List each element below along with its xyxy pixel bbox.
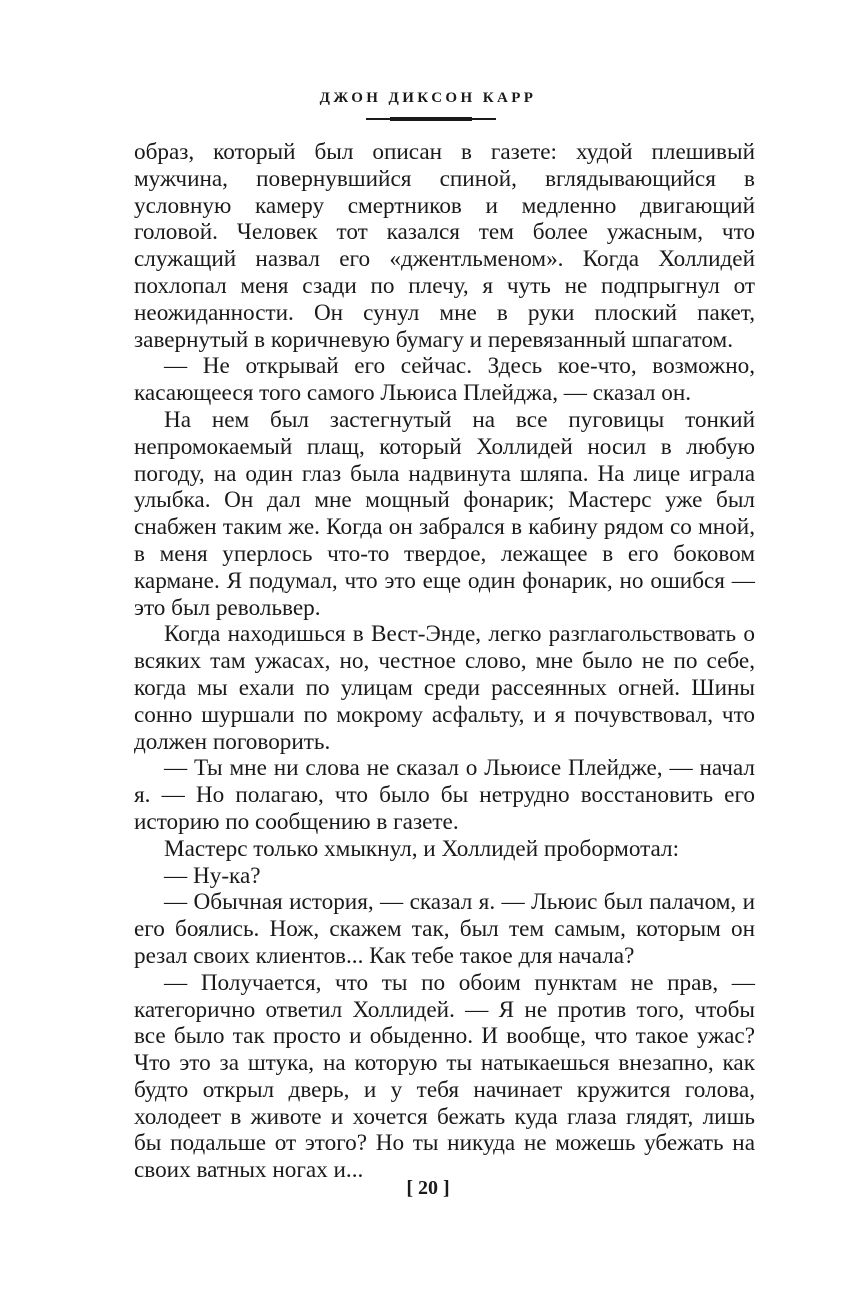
paragraph-3: На нем был застегнутый на все пуговицы тонкий непромокаемый плащ, который Холлидей носил в любую погоду, на один глаз была надвинута шляпа. На лице играла улыбка. Он дал мне мощный фонарик; Мастерс уже был снабжен таким же. Когда он забрался в кабину рядом со мной, в меня уперлось что-то твердое, лежащее в его боковом кармане. Я подумал, что это еще один фонарик, но ошибся — это был револьвер. <box>134 406 755 621</box>
header-rule-accent <box>390 117 472 121</box>
paragraph-2: — Не открывай его сейчас. Здесь кое-что, возможно, касающееся того самого Льюиса Плейджа, — сказал он. <box>134 353 755 407</box>
running-head <box>0 88 856 108</box>
running-title: ДЖОН ДИКСОН КАРР <box>319 90 537 106</box>
header-rule <box>366 118 496 120</box>
page-number: [ 20 ] <box>406 1177 450 1199</box>
paragraph-7: — Ну-ка? <box>164 862 261 889</box>
paragraph-5: — Ты мне ни слова не сказал о Льюисе Плейдже, — начал я. — Но полагаю, что было бы нетрудно восстановить его историю по сообщению в газете. <box>134 755 755 835</box>
paragraph-6: Мастерс только хмыкнул, и Холлидей пробормотал: <box>164 835 680 862</box>
paragraph-4: Когда находишься в Вест-Энде, легко разглагольствовать о всяких там ужасах, но, честное слово, мне было не по себе, когда мы ехали по улицам среди рассеянных огней. Шины сонно шуршали по мокрому асфальту, и я почувствовал, что должен поговорить. <box>134 621 755 755</box>
main-text <box>134 139 755 1184</box>
paragraph-8: — Обычная история, — сказал я. — Льюис был палачом, и его боялись. Нож, скажем так, был тем самым, которым он резал своих клиентов... Как тебе такое для начала? <box>134 889 755 969</box>
paragraph-1: образ, который был описан в газете: худой плешивый мужчина, повернувшийся спиной, вглядывающийся в условную камеру смертников и медленно двигающий головой. Человек тот казался тем более ужасным, что служащий назвал его «джентльменом». Когда Холлидей похлопал меня сзади по плечу, я чуть не подпрыгнул от неожиданности. Он сунул мне в руки плоский пакет, завернутый в коричневую бумагу и перевязанный шпагатом. <box>134 139 755 353</box>
paragraph-9: — Получается, что ты по обоим пунктам не прав, — категорично ответил Холлидей. — Я не против того, чтобы все было так просто и обыденно. И вообще, что такое ужас? Что это за штука, на которую ты натыкаешься внезапно, как будто открыл дверь, и у тебя начинает кружится голова, холодеет в животе и хочется бежать куда глаза глядят, лишь бы подальше от этого? Но ты никуда не можешь убежать на своих ватных ногах и... <box>134 969 755 1184</box>
